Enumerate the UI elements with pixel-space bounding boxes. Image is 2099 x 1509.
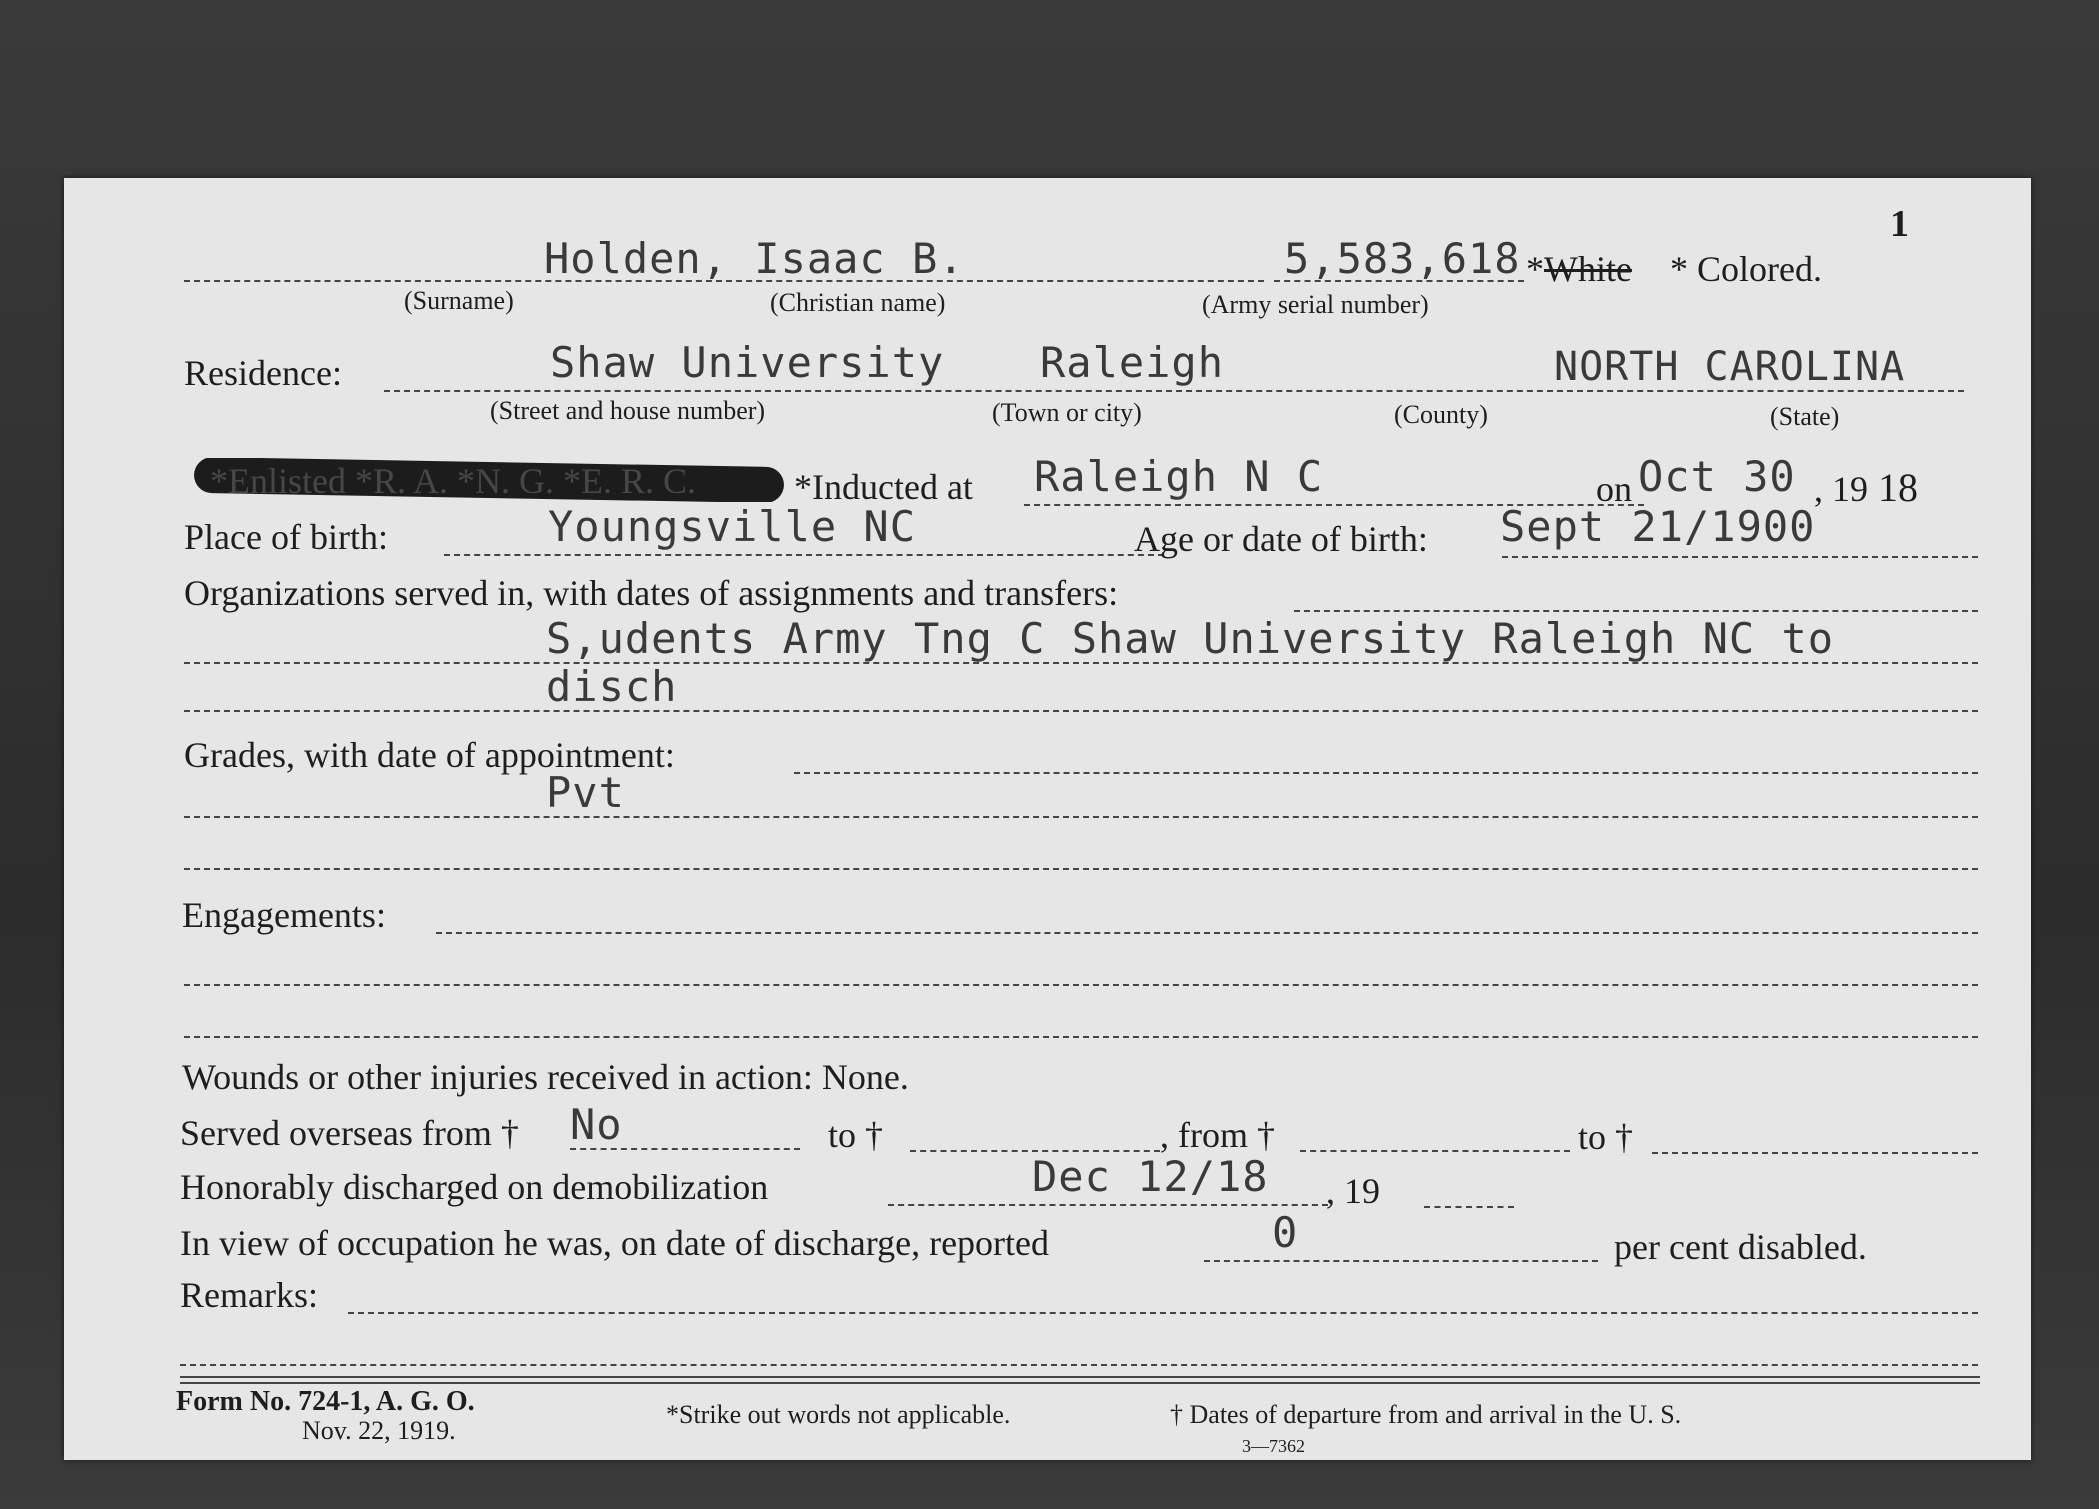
county-caption: (County) xyxy=(1394,400,1488,429)
grade-entry: Pvt xyxy=(546,768,625,817)
engagements-line-2 xyxy=(184,1036,1978,1038)
percent-entry: 0 xyxy=(1272,1208,1299,1257)
print-code: 3—7362 xyxy=(1242,1436,1305,1456)
age-line xyxy=(1502,556,1978,558)
on-label: on xyxy=(1596,469,1632,509)
remarks-line-1 xyxy=(348,1312,1978,1314)
discharge-entry: Dec 12/18 xyxy=(1032,1152,1269,1201)
name-entry: Holden, Isaac B. xyxy=(544,234,965,283)
discharge-label: Honorably discharged on demobilization xyxy=(180,1167,769,1207)
record-card xyxy=(64,178,2031,1460)
engagements-line-0 xyxy=(436,932,1978,934)
town-caption: (Town or city) xyxy=(992,398,1142,427)
overseas-from-entry: No xyxy=(570,1100,623,1149)
birthplace-line xyxy=(444,554,1164,556)
state-entry: NORTH CAROLINA xyxy=(1554,344,1906,390)
wounds-label: Wounds or other injuries received in action: None. xyxy=(182,1057,909,1097)
percent-line xyxy=(1204,1260,1598,1262)
org-entry-2: disch xyxy=(546,662,678,711)
age-label: Age or date of birth: xyxy=(1134,519,1428,559)
year-line xyxy=(1424,1206,1514,1208)
strike-note: *Strike out words not applicable. xyxy=(666,1400,1011,1429)
christian-caption: (Christian name) xyxy=(770,288,946,317)
discharge-line xyxy=(888,1204,1328,1206)
residence-label: Residence: xyxy=(184,353,342,393)
card-number: 1 xyxy=(1890,203,1909,245)
state-caption: (State) xyxy=(1770,402,1840,431)
serial-caption: (Army serial number) xyxy=(1202,290,1429,319)
town-entry: Raleigh xyxy=(1040,338,1225,387)
org-line-0 xyxy=(1294,610,1978,612)
colored-label: * Colored. xyxy=(1670,249,1822,289)
serial-entry: 5,583,618 xyxy=(1284,234,1521,283)
org-line-2 xyxy=(184,710,1978,712)
engagements-line-1 xyxy=(184,984,1978,986)
per-cent-label: per cent disabled. xyxy=(1614,1227,1867,1267)
from-label: , from † xyxy=(1160,1115,1275,1155)
overseas-line-4 xyxy=(1652,1152,1978,1154)
grades-line-0 xyxy=(794,772,1978,774)
white-struck: White xyxy=(1544,249,1632,289)
asterisk-mark: * xyxy=(1526,249,1544,289)
inducted-place-entry: Raleigh N C xyxy=(1034,452,1324,501)
organizations-label: Organizations served in, with dates of assignments and transfers: xyxy=(184,573,1119,613)
occupation-label: In view of occupation he was, on date of discharge, reported xyxy=(180,1223,1050,1263)
form-date: Nov. 22, 1919. xyxy=(302,1416,456,1445)
birthplace-label: Place of birth: xyxy=(184,517,388,557)
street-caption: (Street and house number) xyxy=(490,396,766,425)
engagements-label: Engagements: xyxy=(182,895,386,935)
residence-line xyxy=(384,390,1964,392)
form-number: Form No. 724-1, A. G. O. xyxy=(176,1386,475,1417)
street-entry: Shaw University xyxy=(550,338,945,387)
surname-caption: (Surname) xyxy=(404,286,514,315)
birthdate-entry: Sept 21/1900 xyxy=(1500,502,1816,551)
serial-line xyxy=(1274,280,1524,282)
remarks-label: Remarks: xyxy=(180,1275,318,1315)
org-entry-1: S,udents Army Tng C Shaw University Raleigh NC to xyxy=(546,614,1835,663)
grades-line-1 xyxy=(184,816,1978,818)
birthplace-entry: Youngsville NC xyxy=(548,502,917,551)
comma-19-label: , 19 xyxy=(1326,1171,1380,1211)
year-suffix: 18 xyxy=(1878,465,1918,510)
year-prefix: , 19 xyxy=(1814,469,1868,509)
inducted-date-entry: Oct 30 xyxy=(1638,452,1796,501)
overseas-label: Served overseas from † xyxy=(180,1113,519,1153)
to-label-1: to † xyxy=(828,1115,884,1155)
overseas-line-1 xyxy=(570,1148,800,1150)
overseas-line-3 xyxy=(1300,1150,1570,1152)
grades-label: Grades, with date of appointment: xyxy=(184,735,675,775)
remarks-line-2 xyxy=(180,1364,1978,1366)
redaction-mark: *Enlisted *R. A. *N. G. *E. R. C. xyxy=(194,458,784,502)
footer-rule-1 xyxy=(180,1376,1980,1378)
inducted-label: *Inducted at xyxy=(794,467,973,507)
footer-rule-2 xyxy=(180,1382,1980,1384)
grades-line-2 xyxy=(184,868,1978,870)
to-label-2: to † xyxy=(1578,1117,1634,1157)
dates-note: † Dates of departure from and arrival in the U. S. xyxy=(1170,1400,1682,1429)
